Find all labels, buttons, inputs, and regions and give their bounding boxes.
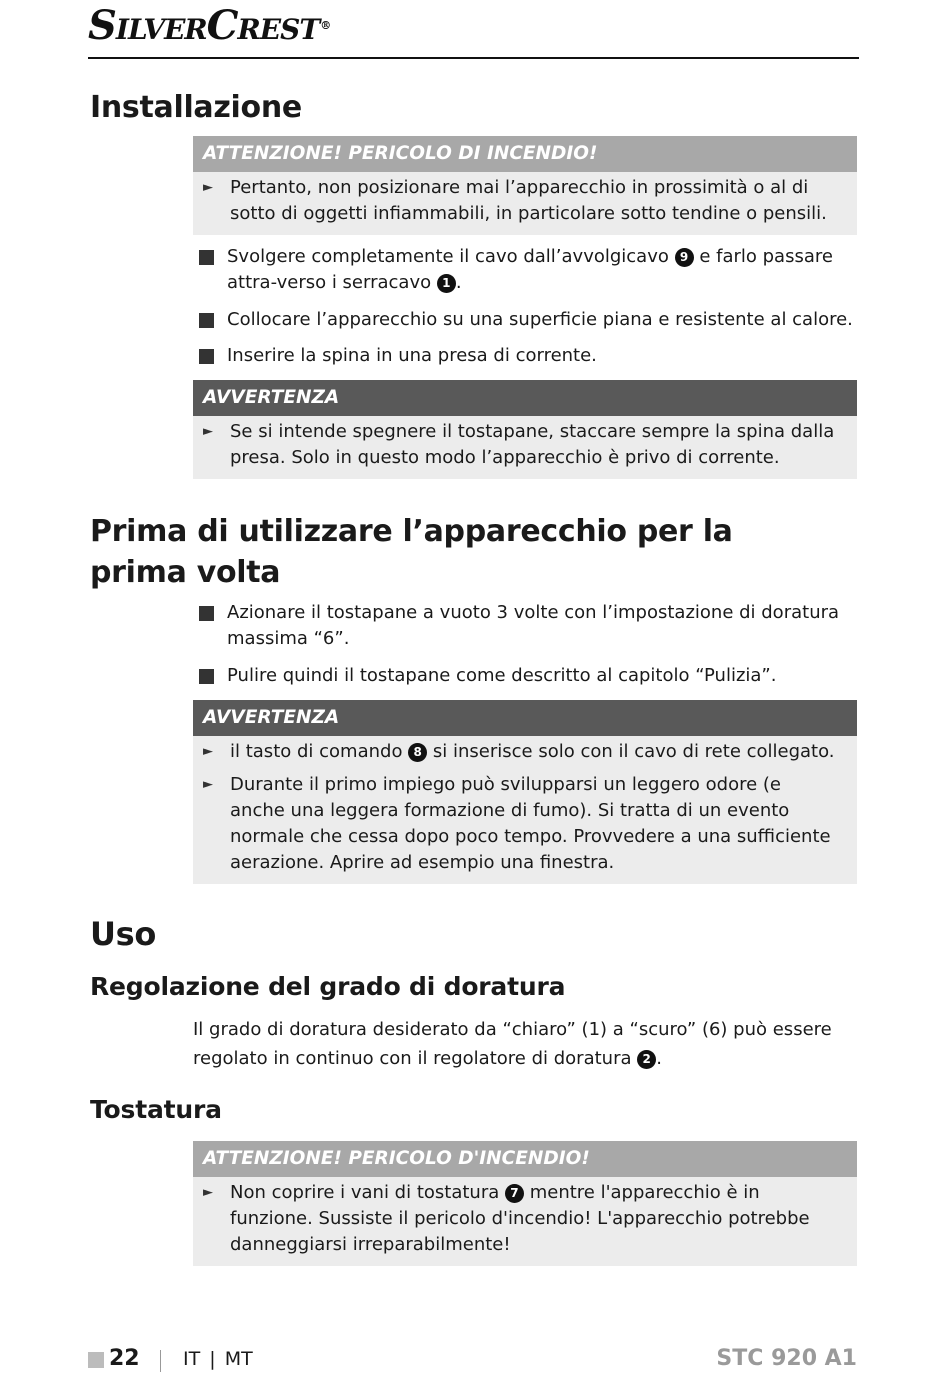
square-bullet-icon [199, 349, 214, 364]
brand-logo-text: SilverCrest [88, 2, 320, 49]
step-text: Pulire quindi il tostapane come descritto al capitolo “Pulizia”. [227, 665, 777, 686]
warning-item-text: mentre l'apparecchio è in funzione. Sussiste il pericolo d'incendio! L'apparecchio potrebbe danneggiarsi irreparabilmente! [230, 1182, 810, 1255]
language-separator: | [209, 1348, 216, 1370]
warning-item [203, 772, 839, 876]
avvertenza-items [193, 416, 857, 479]
avvertenza-header: AVVERTENZA [193, 380, 857, 416]
avvertenza-box-2 [193, 700, 857, 884]
fire-warning-box [193, 136, 857, 235]
registered-mark: ® [320, 19, 331, 32]
page-number: 22 [109, 1346, 140, 1371]
paragraph-text: . [656, 1048, 662, 1069]
warning-item-text: si inserisce solo con il cavo di rete collegato. [427, 741, 835, 762]
number-7-icon: 7 [505, 1184, 524, 1203]
language-left: IT [183, 1348, 201, 1370]
heading-installazione: Installazione [90, 90, 302, 125]
language-codes [183, 1344, 253, 1374]
heading-regolazione: Regolazione del grado di doratura [90, 972, 566, 1001]
heading-uso: Uso [90, 915, 157, 953]
header-divider [88, 57, 859, 59]
warning-item-text: Se si intende spegnere il tostapane, staccare sempre la spina dalla presa. Solo in questo modo l’apparecchio è privo di corrente. [230, 421, 835, 468]
footer-divider [160, 1350, 161, 1372]
step-text: Inserire la spina in una presa di corrente. [227, 345, 597, 366]
install-step [199, 244, 877, 296]
warning-item-text: Pertanto, non posizionare mai l’apparecchio in prossimità o al di sotto di oggetti infiammabili, in particolare sotto tendine o pensili. [230, 177, 827, 224]
avvertenza-box-1 [193, 380, 857, 479]
fire-warning-header: ATTENZIONE! PERICOLO DI INCENDIO! [193, 136, 857, 172]
heading-line: Prima di utilizzare l’apparecchio per la [90, 514, 733, 549]
arrow-bullet-icon: ► [203, 180, 213, 195]
warning-item-text: il tasto di comando [230, 741, 409, 762]
install-step [199, 307, 877, 333]
step-text: e farlo passare attra-verso i serracavo [227, 246, 833, 293]
brand-logo [88, 4, 330, 48]
first-use-step [199, 600, 877, 652]
model-number: STC 920 A1 [716, 1346, 857, 1371]
page-square-icon [88, 1352, 104, 1368]
square-bullet-icon [199, 250, 214, 265]
square-bullet-icon [199, 606, 214, 621]
heading-primo-uso [90, 511, 733, 593]
step-text: . [455, 272, 462, 293]
warning-item [203, 1180, 839, 1258]
arrow-bullet-icon: ► [203, 424, 213, 439]
step-text: Azionare il tostapane a vuoto 3 volte con l’impostazione di doratura massima “6”. [227, 602, 840, 649]
avvertenza-header: AVVERTENZA [193, 700, 857, 736]
number-8-icon: 8 [408, 743, 427, 762]
heading-line: prima volta [90, 555, 281, 590]
number-2-icon: 2 [637, 1050, 656, 1069]
paragraph-text: Il grado di doratura desiderato da “chiaro” (1) a “scuro” (6) può essere regolato in continuo con il regolatore di doratura [193, 1019, 832, 1069]
arrow-bullet-icon: ► [203, 744, 213, 759]
warning-item-text: Durante il primo impiego può svilupparsi un leggero odore (e anche una leggera formazione di fumo). Si tratta di un evento normale che cessa dopo poco tempo. Provvedere a una sufficiente aerazione. Aprire ad esempio una finestra. [230, 774, 831, 873]
number-1-icon: 1 [437, 274, 456, 293]
fire-warning-box-2 [193, 1141, 857, 1266]
step-text: Svolgere completamente il cavo dall’avvolgicavo [227, 246, 675, 267]
arrow-bullet-icon: ► [203, 777, 213, 792]
first-use-step [199, 663, 877, 689]
warning-item [203, 419, 839, 471]
warning-item-text: Non coprire i vani di tostatura [230, 1182, 505, 1203]
fire-warning-items [193, 1177, 857, 1266]
heading-tostatura: Tostatura [90, 1095, 222, 1124]
step-text: Collocare l’apparecchio su una superficie piana e resistente al calore. [227, 309, 853, 330]
number-9-icon: 9 [675, 248, 694, 267]
regolazione-paragraph [193, 1015, 843, 1073]
install-step [199, 343, 877, 369]
square-bullet-icon [199, 669, 214, 684]
arrow-bullet-icon: ► [203, 1185, 213, 1200]
fire-warning-items [193, 172, 857, 235]
fire-warning-header: ATTENZIONE! PERICOLO D'INCENDIO! [193, 1141, 857, 1177]
warning-item [203, 739, 839, 765]
warning-item [203, 175, 839, 227]
square-bullet-icon [199, 313, 214, 328]
language-right: MT [224, 1348, 253, 1370]
avvertenza-items [193, 736, 857, 884]
